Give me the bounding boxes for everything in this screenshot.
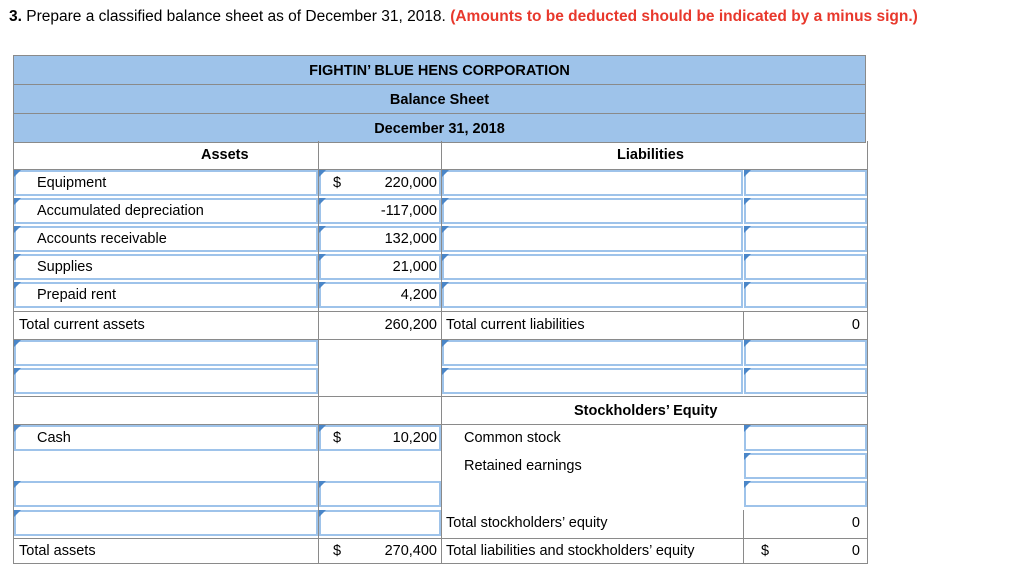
asset-label-input[interactable] (14, 368, 318, 394)
stockholders-equity-heading: Stockholders’ Equity (574, 403, 718, 419)
liability-amount-input[interactable] (744, 282, 867, 308)
common-stock-input[interactable] (744, 425, 867, 451)
asset-label: Accumulated depreciation (37, 203, 204, 219)
liability-label-input[interactable] (442, 198, 743, 224)
asset-label-input[interactable] (14, 510, 318, 536)
liability-amount-input[interactable] (744, 198, 867, 224)
total-current-assets-value: 260,200 (384, 317, 437, 333)
cash-amount: 10,200 (392, 430, 437, 446)
asset-label: Equipment (37, 175, 107, 191)
asset-amount-input[interactable] (319, 481, 441, 507)
total-current-assets-label: Total current assets (19, 317, 145, 333)
total-liabilities-equity-label: Total liabilities and stockholders’ equity (446, 543, 695, 559)
liability-label-input[interactable] (442, 226, 743, 252)
question-note: (Amounts to be deducted should be indicated by a minus sign.) (450, 8, 918, 25)
total-liabilities-equity-value: 0 (851, 543, 860, 559)
sheet-grid (13, 141, 868, 564)
equity-amount-input[interactable] (744, 481, 867, 507)
assets-heading: Assets (201, 147, 249, 163)
divider (743, 510, 744, 563)
statement-date: December 31, 2018 (14, 114, 865, 143)
question-number: 3. (9, 8, 22, 25)
row-rule (14, 396, 867, 397)
sheet-header (13, 55, 866, 143)
common-stock-label: Common stock (464, 430, 561, 446)
asset-label: Accounts receivable (37, 231, 167, 247)
currency-symbol: $ (333, 430, 342, 446)
asset-amount: 220,000 (384, 175, 437, 191)
liability-label-input[interactable] (442, 340, 743, 366)
balance-sheet (13, 55, 866, 559)
total-stockholders-equity-value: 0 (851, 515, 860, 531)
asset-amount: -117,000 (380, 203, 437, 219)
total-assets-label: Total assets (19, 543, 96, 559)
liability-label-input[interactable] (442, 170, 743, 196)
question-text: Prepare a classified balance sheet as of December 31, 2018. (26, 8, 446, 25)
retained-earnings-label: Retained earnings (464, 458, 582, 474)
asset-amount-input[interactable] (319, 510, 441, 536)
currency-symbol: $ (333, 543, 342, 559)
row-rule (14, 538, 867, 539)
statement-title: Balance Sheet (14, 85, 865, 114)
liability-amount-input[interactable] (744, 226, 867, 252)
liability-label-input[interactable] (442, 368, 743, 394)
asset-amount: 132,000 (384, 231, 437, 247)
total-assets-value: 270,400 (384, 543, 437, 559)
currency-symbol: $ (333, 175, 342, 191)
liability-amount-input[interactable] (744, 368, 867, 394)
company-name: FIGHTIN’ BLUE HENS CORPORATION (14, 56, 865, 85)
asset-label-input[interactable] (14, 340, 318, 366)
liability-amount-input[interactable] (744, 254, 867, 280)
question-prompt (9, 8, 918, 26)
asset-amount: 4,200 (400, 287, 437, 303)
cash-label: Cash (37, 430, 71, 446)
currency-symbol: $ (761, 543, 770, 559)
divider (743, 311, 744, 339)
asset-label: Prepaid rent (37, 287, 116, 303)
liability-amount-input[interactable] (744, 340, 867, 366)
asset-label: Supplies (37, 259, 93, 275)
total-current-liabilities-value: 0 (851, 317, 860, 333)
retained-earnings-input[interactable] (744, 453, 867, 479)
liabilities-heading: Liabilities (617, 147, 684, 163)
asset-amount: 21,000 (392, 259, 437, 275)
total-stockholders-equity-label: Total stockholders’ equity (446, 515, 608, 531)
liability-label-input[interactable] (442, 254, 743, 280)
liability-amount-input[interactable] (744, 170, 867, 196)
asset-label-input[interactable] (14, 481, 318, 507)
total-current-liabilities-label: Total current liabilities (446, 317, 585, 333)
liability-label-input[interactable] (442, 282, 743, 308)
